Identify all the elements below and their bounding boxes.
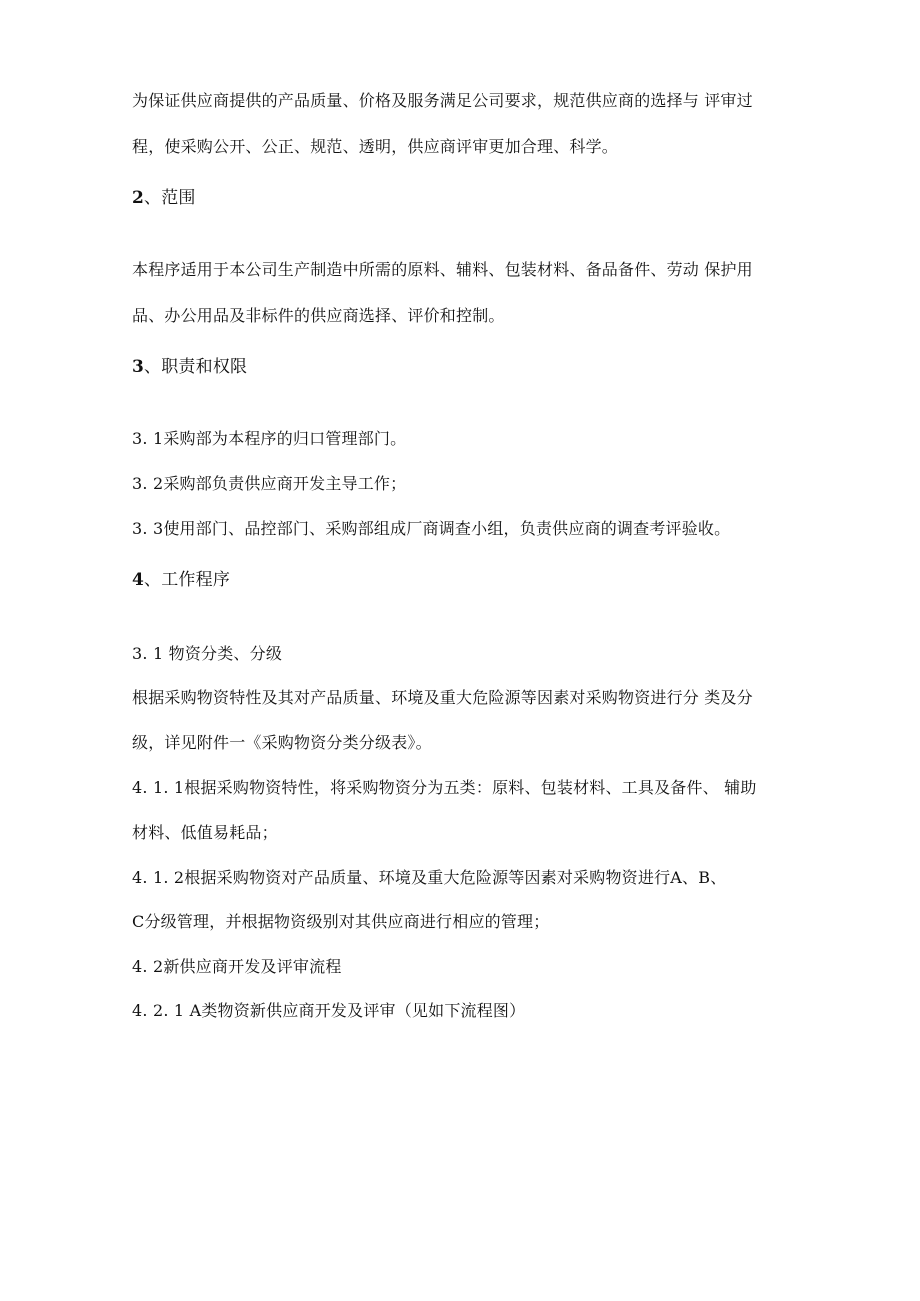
scope-line-1: 本程序适用于本公司生产制造中所需的原料、辅料、包装材料、备品备件、劳动 保护用 xyxy=(132,260,753,279)
section-4-number: 4 xyxy=(132,570,145,590)
purpose-line-2: 程，使采购公开、公正、规范、透明，供应商评审更加合理、科学。 xyxy=(132,137,619,156)
section-3-heading xyxy=(132,357,792,377)
section-4-title: 、工作程序 xyxy=(144,570,231,590)
scope-line-2: 品、办公用品及非标件的供应商选择、评价和控制。 xyxy=(132,306,505,325)
procedure-line-2: 根据采购物资特性及其对产品质量、环境及重大危险源等因素对采购物资进行分 类及分 xyxy=(132,688,753,707)
procedure-line-8: 4. 2新供应商开发及评审流程 xyxy=(132,957,342,976)
section-2-title: 、范围 xyxy=(144,188,196,208)
section-2-heading xyxy=(132,188,792,208)
procedure-line-1: 3. 1 物资分类、分级 xyxy=(132,644,283,663)
section-3-title: 、职责和权限 xyxy=(144,357,248,377)
section-4-heading xyxy=(132,570,792,590)
duty-item-1: 3. 1采购部为本程序的归口管理部门。 xyxy=(132,429,407,448)
procedure-line-5: 材料、低值易耗品； xyxy=(132,823,278,842)
procedure-line-9: 4. 2. 1 A类物资新供应商开发及评审（见如下流程图） xyxy=(132,1001,526,1020)
procedure-line-3: 级，详见附件一《采购物资分类分级表》。 xyxy=(132,733,432,752)
duty-item-2: 3. 2采购部负责供应商开发主导工作； xyxy=(132,474,407,493)
procedure-line-4: 4. 1. 1根据采购物资特性，将采购物资分为五类：原料、包装材料、工具及备件、 辅助 xyxy=(132,778,757,797)
section-2-number: 2 xyxy=(132,188,145,208)
procedure-line-6: 4. 1. 2根据采购物资对产品质量、环境及重大危险源等因素对采购物资进行A、B、 xyxy=(132,868,727,887)
section-3-number: 3 xyxy=(132,357,145,377)
purpose-line-1: 为保证供应商提供的产品质量、价格及服务满足公司要求，规范供应商的选择与 评审过 xyxy=(132,91,753,110)
duty-item-3: 3. 3使用部门、品控部门、采购部组成厂商调查小组，负责供应商的调查考评验收。 xyxy=(132,519,731,538)
procedure-line-7: C分级管理，并根据物资级别对其供应商进行相应的管理； xyxy=(132,912,550,931)
